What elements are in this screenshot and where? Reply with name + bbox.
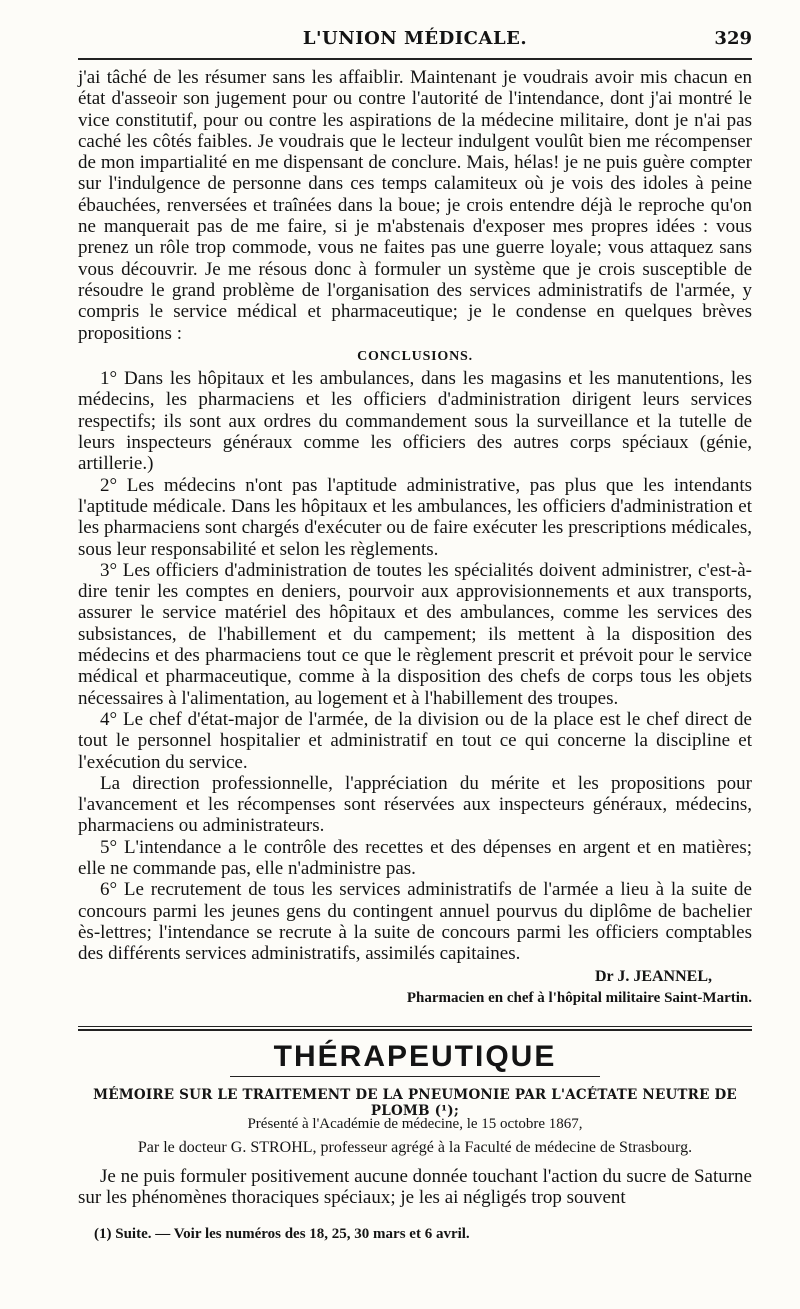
conclusions-heading: CONCLUSIONS.	[357, 348, 473, 364]
conclusion-item-4-continued: La direction professionnelle, l'appréciation du mérite et les propositions pour l'avancement et les récompenses sont réservées aux inspecteurs généraux, médecins, pharmaciens ou administrateurs.	[78, 772, 752, 837]
running-title: L'UNION MÉDICALE.	[302, 28, 528, 49]
conclusion-item-4: 4° Le chef d'état-major de l'armée, de la division ou de la place est le chef direct de tout le personnel hospitalier et administratif en tout ce qui concerne la discipline et l'exécution du service.	[78, 708, 752, 773]
conclusion-item-1: 1° Dans les hôpitaux et les ambulances, dans les magasins et les manutentions, les médecins, les pharmaciens et les officiers d'administration dirigent leurs services respectifs; ils sont aux ordres du commandement sous la surveillance et la tutelle de leurs inspecteurs généraux comme les officiers des autres corps spéciaux (génie, artillerie.)	[78, 368, 752, 475]
conclusion-item-2: 2° Les médecins n'ont pas l'aptitude administrative, pas plus que les intendants l'aptitude médicale. Dans les hôpitaux et les ambulances, les officiers d'administration et les pharmaciens sont chargés d'exécuter ou de faire exécuter les prescriptions médicales, sous leur responsabilité et selon les règlements.	[78, 474, 752, 560]
intro-paragraph: j'ai tâché de les résumer sans les affaiblir. Maintenant je voudrais avoir mis chacun en état d'asseoir son jugement pour ou contre l'autorité de l'intendance, dont j'ai montré le vice constitutif, pour ou contre les aspirations de la médecine militaire, dont je n'ai pas caché les côtés faibles. Je voudrais que le lecteur indulgent voulût bien me récompenser de mon impartialité en me dispensant de conclure. Mais, hélas! je ne puis guère compter sur l'indulgence de personne dans ces temps calamiteux où je vois des idoles à peine ébauchées, renversées et traînées dans la boue; je crois entendre déjà le reproche qu'on ne manquerait pas de me faire, si je m'abstenais d'exposer mes propres idées : vous prenez un rôle trop commode, vous ne faites pas une guerre loyale; vous attaquez sans vous découvrir. Je me résous donc à formuler un système que je crois susceptible de résoudre le grand problème de l'organisation des services administratifs de l'armée, y compris le service médical et pharmaceutique; je le condense en quelques brèves propositions :	[78, 67, 752, 344]
footnote: (1) Suite. — Voir les numéros des 18, 25, 30 mars et 6 avril.	[94, 1226, 470, 1242]
signature-name: Dr J. JEANNEL,	[594, 968, 712, 986]
memoir-presented: Présenté à l'Académie de médecine, le 15 octobre 1867,	[247, 1116, 583, 1132]
section-title: THÉRAPEUTIQUE	[273, 1040, 557, 1073]
page-number: 329	[714, 28, 752, 49]
conclusion-item-3: 3° Les officiers d'administration de toutes les spécialités doivent administrer, c'est-à-dire tenir les comptes en deniers, pourvoir aux approvisionnements et aux transports, assurer le service matériel des hôpitaux et des ambulances, comme les services des subsistances, de l'habillement et du campement; ils mettent à la disposition des médecins et des pharmaciens tout ce que le règlement prescrit et prévoit pour le service médical et pharmaceutique, comme à la disposition des chefs de corps tous les objets nécessaires à l'alimentation, au logement et à l'habillement des troupes.	[78, 559, 752, 709]
article-body	[78, 67, 752, 1009]
memoir-title: MÉMOIRE SUR LE TRAITEMENT DE LA PNEUMONIE PAR L'ACÉTATE NEUTRE DE PLOMB (¹);	[93, 1087, 737, 1119]
section-divider-thick	[78, 1029, 752, 1031]
memoir-author: Par le docteur G. STROHL, professeur agrégé à la Faculté de médecine de Strasbourg.	[137, 1139, 693, 1156]
conclusion-item-6: 6° Le recrutement de tous les services administratifs de l'armée a lieu à la suite de concours parmi les jeunes gens du contingent annuel pourvus du diplôme de bachelier ès-lettres; l'intendance se recrute à la suite de concours parmi les officiers comptables des différents services administratifs, assimilés capitaines.	[78, 879, 752, 965]
signature-role: Pharmacien en chef à l'hôpital militaire Saint-Martin.	[406, 989, 752, 1006]
running-head	[78, 24, 752, 52]
section-title-rule	[230, 1076, 600, 1077]
conclusion-item-5: 5° L'intendance a le contrôle des recettes et des dépenses en argent et en matières; elle ne commande pas, elle n'administre pas.	[78, 836, 752, 879]
memoir-paragraph: Je ne puis formuler positivement aucune donnée touchant l'action du sucre de Saturne sur les phénomènes thoraciques spéciaux; je les ai négligés trop souvent	[78, 1166, 752, 1209]
header-rule	[78, 58, 752, 60]
section-divider	[78, 1026, 752, 1027]
memoir-body	[78, 1166, 752, 1209]
